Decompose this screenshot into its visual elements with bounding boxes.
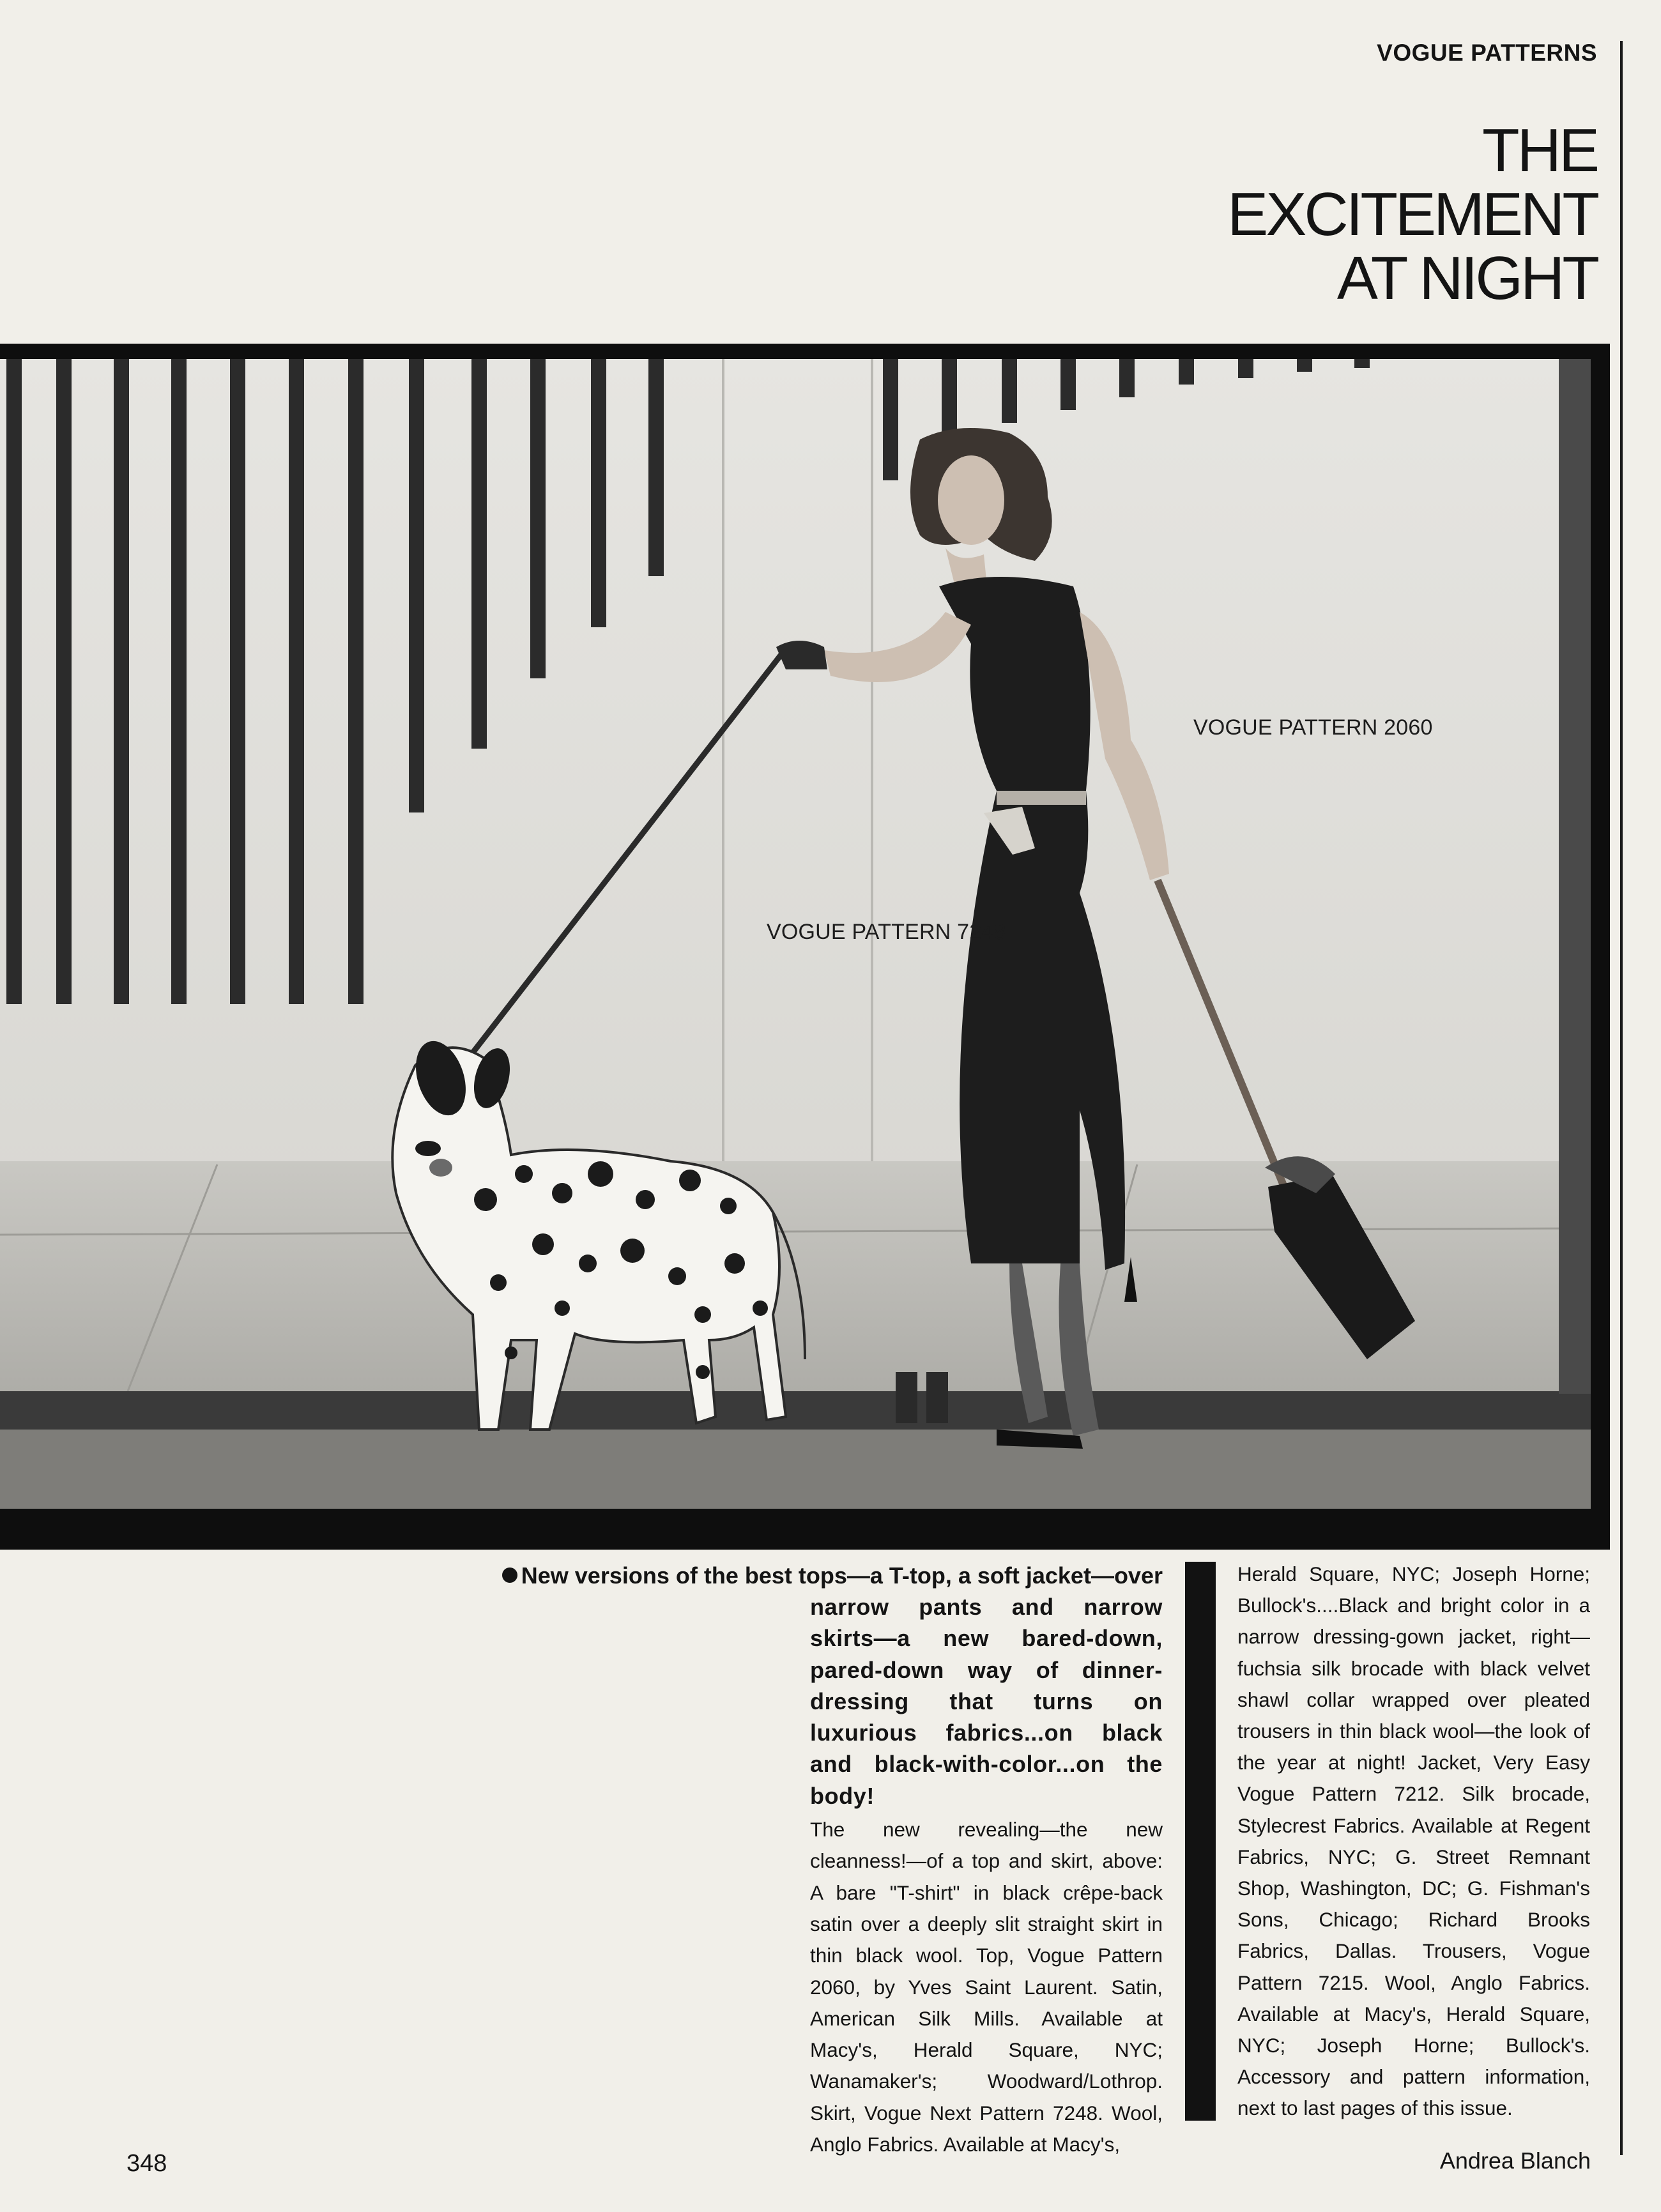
fashion-photograph	[0, 344, 1610, 1550]
wall-stripe	[1002, 359, 1017, 423]
wall-stripe	[409, 359, 424, 812]
lead-paragraph: narrow pants and narrow skirts—a new bared-down, pared-down way of dinner-dressing that turns on luxurious fabrics...on black and black-with-color...on the body!	[810, 1594, 1163, 1809]
wall-stripe	[1179, 359, 1194, 385]
wall-stripe	[883, 359, 898, 480]
wall-stripe	[1060, 359, 1076, 410]
article-column-1	[810, 1560, 1163, 2160]
wall-stripe	[289, 359, 304, 1004]
wall-stripe	[1238, 359, 1253, 378]
photo-credit: Andrea Blanch	[1439, 2147, 1591, 2174]
pattern-label-2060: VOGUE PATTERN 2060	[1193, 715, 1433, 740]
lead-first-text: New versions of the best tops—a T-top, a soft jacket—over	[521, 1562, 1163, 1589]
column-rule	[1620, 41, 1623, 2155]
column-divider-bar	[1185, 1562, 1216, 2121]
headline-line: THE	[1482, 116, 1597, 185]
wall-stripe	[114, 359, 129, 1004]
body-text-2: Herald Square, NYC; Joseph Horne; Bullock's....Black and bright color in a narrow dressing-gown jacket, right—fuchsia silk brocade with black velvet shawl collar wrapped over pleated trousers in thin black wool—the look of the year at night! Jacket, Very Easy Vogue Pattern 7212. Silk brocade, Stylecrest Fabrics. Available at Regent Fabrics, NYC; G. Street Remnant Shop, Washington, DC; G. Fishman's Sons, Chicago; Richard Brooks Fabrics, Dallas. Trousers, Vogue Pattern 7215. Wool, Anglo Fabrics. Available at Macy's, Herald Square, NYC; Joseph Horne; Bullock's. Accessory and pattern information, next to last pages of this issue.	[1237, 1562, 1590, 2120]
headline	[1022, 116, 1597, 313]
pattern-label-7248: VOGUE PATTERN 7248	[767, 920, 1006, 944]
wall-stripe	[530, 359, 546, 678]
section-kicker: VOGUE PATTERNS	[1377, 40, 1597, 66]
wall-stripe	[348, 359, 364, 1004]
wall-stripe	[591, 359, 606, 627]
bullet-icon	[502, 1567, 517, 1583]
wall-stripe	[471, 359, 487, 749]
article-column-2	[1237, 1559, 1590, 2124]
wall-stripe	[1297, 359, 1312, 372]
wall-stripe	[648, 359, 664, 576]
wall-stripe	[56, 359, 72, 1004]
wall-stripe	[6, 359, 22, 1004]
headline-line: AT NIGHT	[1336, 244, 1597, 313]
wall-stripe	[230, 359, 245, 1004]
wall-stripe	[1354, 359, 1370, 368]
headline-line: EXCITEMENT	[1227, 180, 1597, 249]
page-number: 348	[126, 2150, 167, 2177]
wall-stripe	[1119, 359, 1135, 397]
wall-stripe	[171, 359, 187, 1004]
body-text-1: The new revealing—the new cleanness!—of a top and skirt, above: A bare "T-shirt" in black crêpe-back satin over a deeply slit straight skirt in thin black wool. Top, Vogue Pattern 2060, by Yves Saint Laurent. Satin, American Silk Mills. Available at Macy's, Herald Square, NYC; Wanamaker's; Woodward/Lothrop. Skirt, Vogue Next Pattern 7248. Wool, Anglo Fabrics. Available at Macy's,	[810, 1818, 1163, 2156]
